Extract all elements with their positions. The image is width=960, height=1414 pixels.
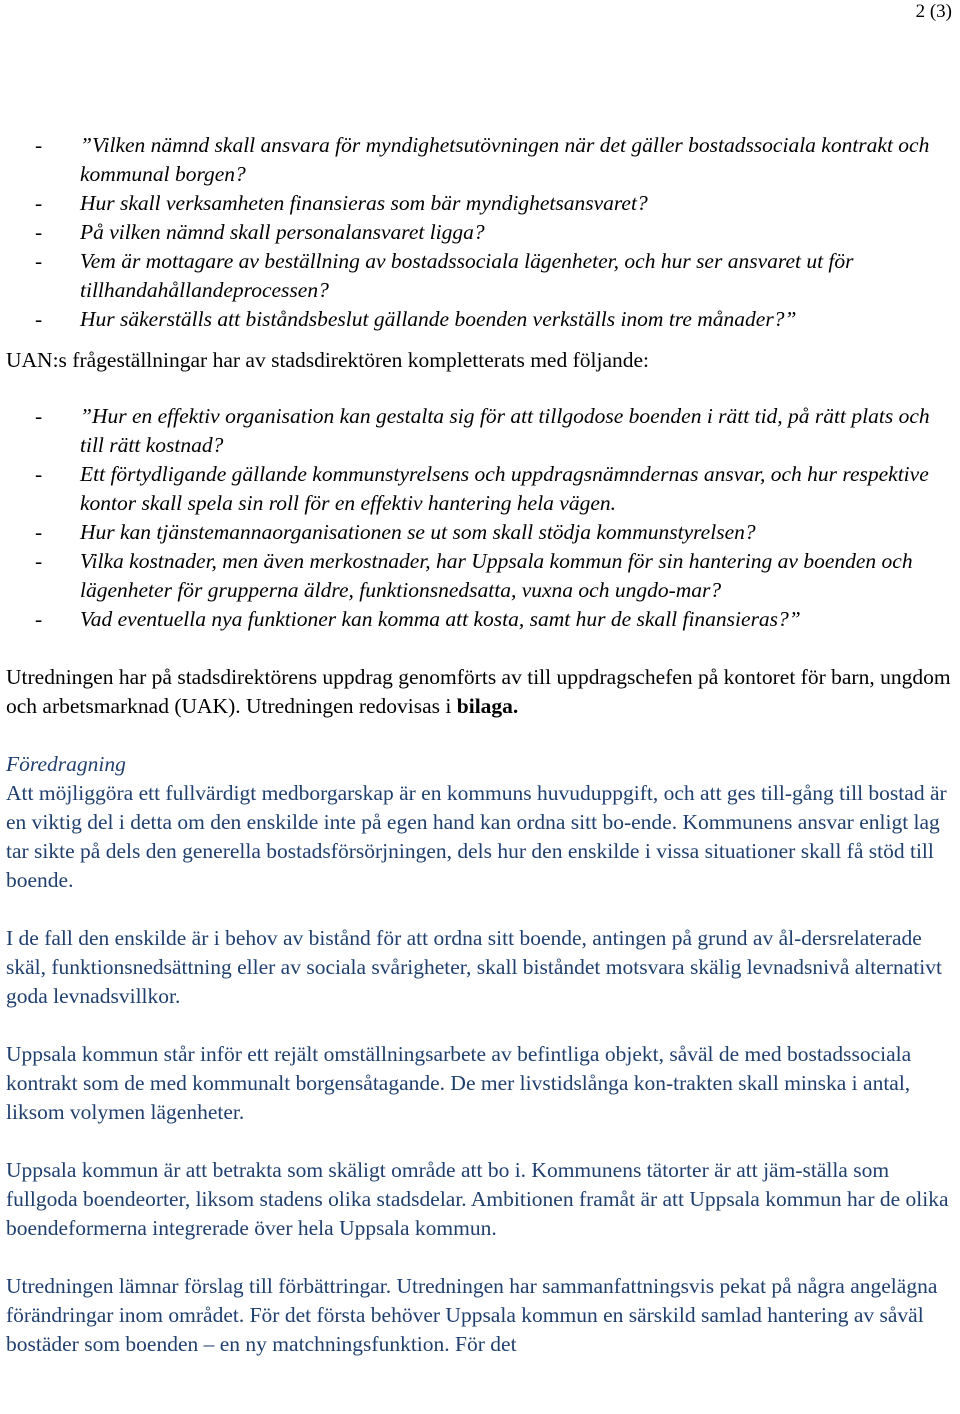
paragraph: Uppsala kommun står inför ett rejält omställningsarbete av befintliga objekt, såväl de med bostadssociala kontrakt som de med kommunalt borgensåtagande. De mer livstidslånga kon-trakten skall minska i antal, liksom volymen lägenheter. — [6, 1042, 912, 1124]
appendix-reference: bilaga. — [456, 694, 519, 718]
list-item: - Ett förtydligande gällande kommunstyrelsens och uppdragsnämndernas ansvar, och hur respektive kontor skall spela sin roll för en effektiv hantering hela vägen. — [6, 460, 952, 518]
list-item: - På vilken nämnd skall personalansvaret ligga? — [6, 218, 952, 247]
paragraph: I de fall den enskilde är i behov av bistånd för att ordna sitt boende, antingen på grund av ål-dersrelaterade skäl, funktionsnedsättning eller av sociala svårigheter, skall biståndet motsvara skälig levnadsnivå alternativt goda levnadsvillkor. — [6, 926, 942, 1008]
list-item: - ”Vilken nämnd skall ansvara för myndighetsutövningen när det gäller bostadssociala kontrakt och kommunal borgen? — [6, 131, 952, 189]
question-list-supplement — [6, 402, 952, 634]
supplement-intro: UAN:s frågeställningar har av stadsdirektören kompletterats med följande: — [6, 348, 650, 372]
document-body — [6, 131, 952, 1359]
list-item: - Vad eventuella nya funktioner kan komma att kosta, samt hur de skall finansieras?” — [6, 605, 952, 634]
section-heading: Föredragning — [6, 752, 126, 776]
list-item: - ”Hur en effektiv organisation kan gestalta sig för att tillgodose boenden i rätt tid, på rätt plats och till rätt kostnad? — [6, 402, 952, 460]
list-item: - Hur kan tjänstemannaorganisationen se ut som skall stödja kommunstyrelsen? — [6, 518, 952, 547]
paragraph: Utredningen lämnar förslag till förbättringar. Utredningen har sammanfattningsvis pekat på några angelägna förändringar inom området. För det första behöver Uppsala kommun en särskild samlad hantering av såväl bostäder som boenden – en ny matchningsfunktion. För det — [6, 1274, 938, 1356]
page-number: 2 (3) — [915, 1, 952, 22]
question-list-uan — [6, 131, 952, 334]
list-item: - Vem är mottagare av beställning av bostadssociala lägenheter, och hur ser ansvaret ut för tillhandahållandeprocessen? — [6, 247, 952, 305]
paragraph: Att möjliggöra ett fullvärdigt medborgarskap är en kommuns huvuduppgift, och att ges till-gång till bostad är en viktig del i detta om den enskilde inte på egen hand kan ordna sitt bo-ende. Kommunens ansvar enligt lag tar sikte på dels den generella bostadsförsörjningen, dels hur den enskilde i vissa situationer skall få stöd till boende. — [6, 781, 947, 892]
list-item: - Vilka kostnader, men även merkostnader, har Uppsala kommun för sin hantering av boenden och lägenheter för grupperna äldre, funktionsnedsatta, vuxna och ungdo-mar? — [6, 547, 952, 605]
assignment-paragraph — [6, 663, 952, 721]
list-item: - Hur säkerställs att biståndsbeslut gällande boenden verkställs inom tre månader?” — [6, 305, 952, 334]
paragraph: Uppsala kommun är att betrakta som skäligt område att bo i. Kommunens tätorter är att jäm-ställa som fullgoda boendeorter, liksom stadens olika stadsdelar. Ambitionen framåt är att Uppsala kommun har de olika boendeformerna integrerade över hela Uppsala kommun. — [6, 1158, 949, 1240]
list-item: - Hur skall verksamheten finansieras som bär myndighetsansvaret? — [6, 189, 952, 218]
assignment-text: Utredningen har på stadsdirektörens uppdrag genomförts av till uppdragschefen på kontoret för barn, ungdom och arbetsmarknad (UAK). Utredningen redovisas i — [6, 665, 951, 718]
